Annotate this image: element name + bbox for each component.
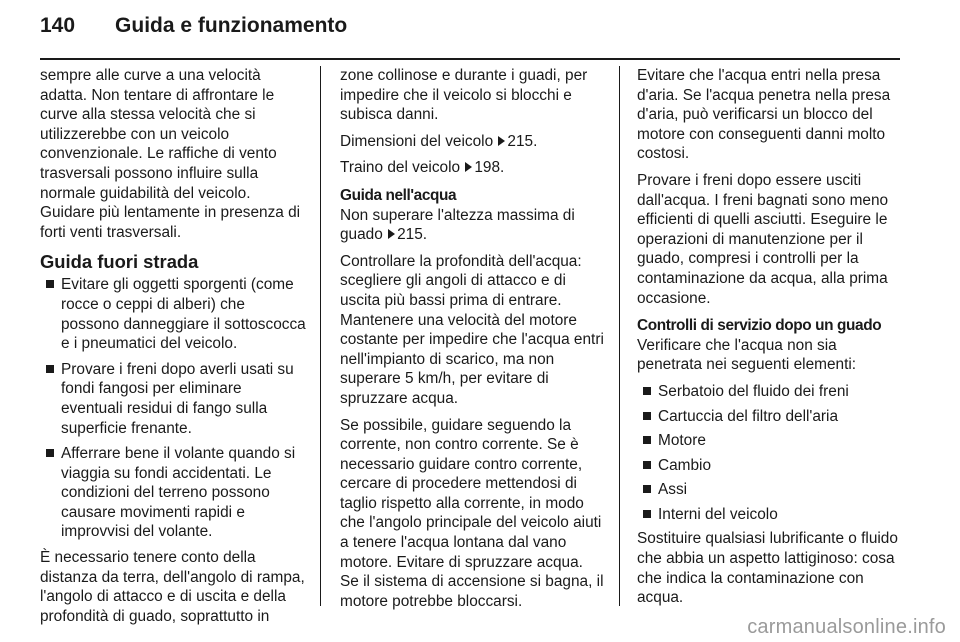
section-heading-service-checks: Controlli di servizio dopo un guado [637,317,882,335]
watermark: carmanualsonline.info [747,616,946,638]
paragraph: Se possibile, guidare seguendo la corrente, non contro corrente. Se è necessario guidare contro corrente, cercare di procedere mettendosi di taglio rispetto alla corrente, in modo che l'angolo principale del veicolo aiuti a tenere l'acqua lontana dal vano motore. Evitare di spruzzare acqua. Se il sistema di accensione si bagna, il motore potrebbe bloccarsi. [340,416,604,610]
chapter-title: Guida e funzionamento [115,14,348,37]
page-ref-arrow-icon [498,136,505,146]
list-item: Cambio [637,456,903,476]
paragraph: Controllare la profondità dell'acqua: scegliere gli angoli di attacco e di uscita più bassi prima di entrare. Mantenere una velocità del motore costante per impedire che l'acqua entri nell'impianto di scarico, ma non superare 5 km/h, per evitare di spruzzare acqua. [340,252,604,407]
column-divider [619,66,620,606]
paragraph: sempre alle curve a una velocità adatta. Non tentare di affrontare le curve alla stessa velocità che si utilizzerebbe con un veicolo convenzionale. Le raffiche di vento trasversali possono influire sulla normale guidabilità del veicolo. Guidare più lentamente in presenza di forti venti trasversali. [40,67,301,241]
column-1 [40,66,306,633]
paragraph: Sostituire qualsiasi lubrificante o fluido che abbia un aspetto lattiginoso: cosa che indica la contaminazione con acqua. [637,530,898,607]
list-item: Interni del veicolo [637,505,903,525]
list-item: Assi [637,480,903,500]
list-item: Serbatoio del fluido dei freni [637,382,903,402]
page-ref-arrow-icon [388,229,395,239]
square-bullet-icon [643,436,651,444]
section-heading-off-road: Guida fuori strada [40,251,199,273]
cross-reference: Dimensioni del veicolo 215. [340,132,538,150]
list-item: Motore [637,431,903,451]
square-bullet-icon [46,280,54,288]
paragraph: Verificare che l'acqua non sia penetrata nei seguenti elementi: [637,336,857,374]
square-bullet-icon [643,461,651,469]
section-heading-water: Guida nell'acqua [340,186,457,204]
page-ref-link[interactable]: 215. [507,132,538,150]
page-ref-arrow-icon [465,162,472,172]
square-bullet-icon [643,412,651,420]
list-item: Afferrare bene il volante quando si viaggia su fondi accidentati. Le condizioni del terreno possono causare movimenti rapidi e improvvisi del volante. [40,444,306,542]
list-item: Cartuccia del filtro dell'aria [637,407,903,427]
paragraph: zone collinose e durante i guadi, per impedire che il veicolo si blocchi e subisca danni. [340,67,588,124]
square-bullet-icon [46,449,54,457]
paragraph: Provare i freni dopo essere usciti dall'acqua. I freni bagnati sono meno efficienti di quelli asciutti. Eseguire le operazioni di manutenzione per il guado, compresi i controlli per la contaminazione da acqua, alla prima occasione. [637,171,889,307]
list-item: Evitare gli oggetti sporgenti (come rocce o ceppi di alberi) che possono danneggiare il sottoscocca e i pneumatici del veicolo. [40,275,306,353]
page-ref-link[interactable]: 198. [474,159,505,177]
column-3 [637,66,903,615]
paragraph: Non superare l'altezza massima di guado 215. [340,206,575,244]
column-divider [320,66,321,606]
square-bullet-icon [643,510,651,518]
square-bullet-icon [643,485,651,493]
list-item: Provare i freni dopo averli usati su fondi fangosi per eliminare eventuali residui di fango sulla superficie frenante. [40,360,306,438]
page-ref-link[interactable]: 215. [397,226,428,244]
square-bullet-icon [643,387,651,395]
bullet-list [637,382,903,525]
paragraph: Evitare che l'acqua entri nella presa d'aria. Se l'acqua penetra nella presa d'aria, può verificarsi un blocco del motore con conseguenti danni molto costosi. [637,67,891,163]
square-bullet-icon [46,365,54,373]
header-rule [40,58,900,60]
page-header [40,14,347,38]
cross-reference: Traino del veicolo 198. [340,159,505,177]
paragraph: È necessario tenere conto della distanza da terra, dell'angolo di rampa, l'angolo di attacco e di uscita e della profondità di guado, soprattutto in [40,549,305,625]
bullet-list [40,275,306,542]
page-number: 140 [40,14,76,37]
column-2 [340,66,604,618]
